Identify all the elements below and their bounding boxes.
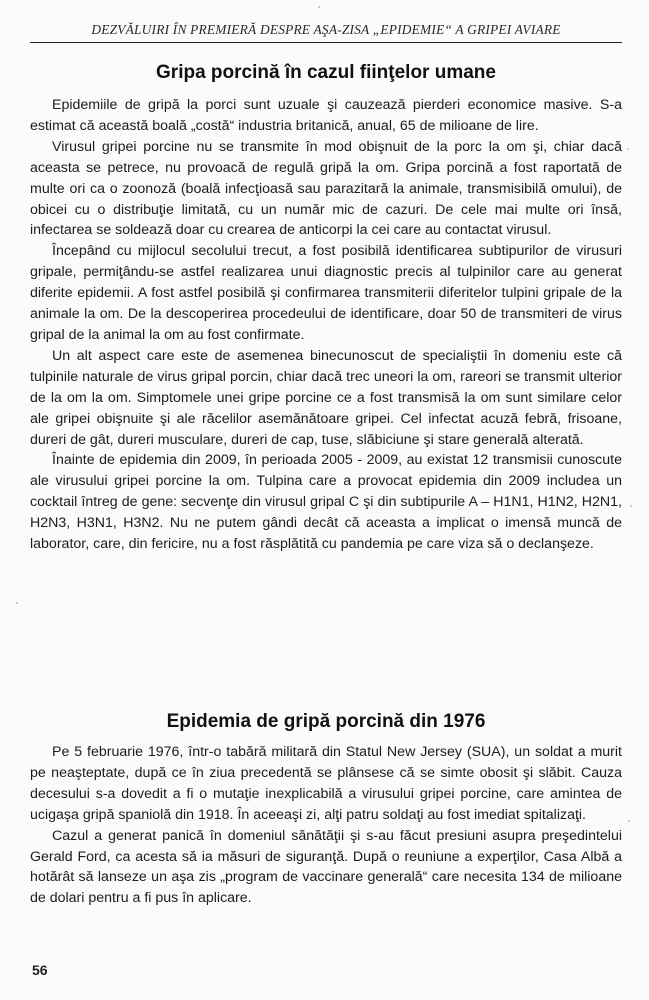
section-body-swine-flu-humans: [30, 95, 622, 555]
page-number: 56: [32, 962, 48, 978]
scan-speck: [627, 148, 629, 150]
paragraph: Virusul gripei porcine nu se transmite în mod obişnuit de la porc la om şi, chiar dacă aceasta se petrece, nu provoacă de regulă gripă la om. Gripa porcină a fost raportată de multe ori ca o zoonoză (boală infecţioasă sau parazitară la animale, transmisibilă omului), de obicei cu o distribuţie limitată, cu un număr mic de cazuri. De cele mai multe ori însă, infectarea se soldează doar cu crearea de anticorpi la cei care au contactat virusul.: [30, 138, 622, 239]
paragraph: Înainte de epidemia din 2009, în perioada 2005 - 2009, au existat 12 transmisii cunoscute ale virusului gripei porcine la om. Tulpina care a provocat epidemia din 2009 includea un cocktail întreg de gene: secvenţe din virusul gripal C şi din subtipurile A – H1N1, H1N2, H2N1, H2N3, H3N1, H3N2. Nu ne putem gândi decât că aceasta a implicat o imensă muncă de laborator, care, din fericire, nu a fost răsplătită cu pandemia pe care viza să o declanşeze.: [30, 452, 622, 553]
scan-speck: [630, 505, 632, 507]
paragraph: Pe 5 februarie 1976, într-o tabără militară din Statul New Jersey (SUA), un soldat a murit pe neaşteptate, după ce în ziua precedentă se plânsese că se simte obosit şi slăbit. Cauza decesului s-a dovedit a fi o mutaţie inexplicabilă a virusului gripei porcine, care amintea de ucigaşa gripă spaniolă din 1918. În aceeaşi zi, alţi patru soldaţi au fost imediat spitalizaţi.: [30, 744, 622, 823]
paragraph: Cazul a generat panică în domeniul sănătăţii şi s-au făcut presiuni asupra preşedintelui Gerald Ford, ca acesta să ia măsuri de siguranţă. După o reuniune a experţilor, Casa Albă a hotărât să lanseze un aşa zis „program de vaccinare generală“ care necesita 134 de milioane de dolari pentru a fi pus în aplicare.: [30, 827, 622, 907]
paragraph: Epidemiile de gripă la porci sunt uzuale şi cauzează pierderi economice masive. S-a estimat că această boală „costă“ industria britanică, anual, 65 de milioane de lire.: [30, 97, 622, 134]
paragraph: Începând cu mijlocul secolului trecut, a fost posibilă identificarea subtipurilor de virusuri gripale, permiţându-se astfel realizarea unui diagnostic precis al tulpinilor care au generat diferite epidemii. A fost astfel posibilă şi confirmarea transmiterii diferitelor tulpini gripale de la animale la om. De la descoperirea procedeului de identificare, doar 50 de transmiteri de virus gripal de la animal la om au fost confirmate.: [30, 243, 622, 343]
scan-speck: [318, 6, 320, 8]
header-rule: [30, 42, 622, 43]
section-title-1976-epidemic: Epidemia de gripă porcină din 1976: [166, 711, 486, 732]
scan-speck: [628, 820, 630, 822]
paragraph: Un alt aspect care este de asemenea binecunoscut de specialiştii în domeniu este că tulpinile naturale de virus gripal porcin, chiar dacă trec uneori la om, rareori se transmit ulterior de la om la om. Simptomele unei gripe porcine ce a fost transmisă la om sunt similare celor ale gripei obişnuite şi ale răcelilor asemănătoare gripei. Cel infectat acuză febră, frisoane, dureri de gât, dureri musculare, dureri de cap, tuse, slăbiciune şi stare generală alterată.: [30, 347, 622, 448]
scan-speck: [16, 602, 18, 604]
section-title-swine-flu-humans: Gripa porcină în cazul fiinţelor umane: [156, 62, 496, 83]
running-header: DEZVĂLUIRI ÎN PREMIERĂ DESPRE AŞA-ZISA „EPIDEMIE“ A GRIPEI AVIARE: [91, 22, 561, 37]
section-body-1976-epidemic: [30, 742, 622, 909]
